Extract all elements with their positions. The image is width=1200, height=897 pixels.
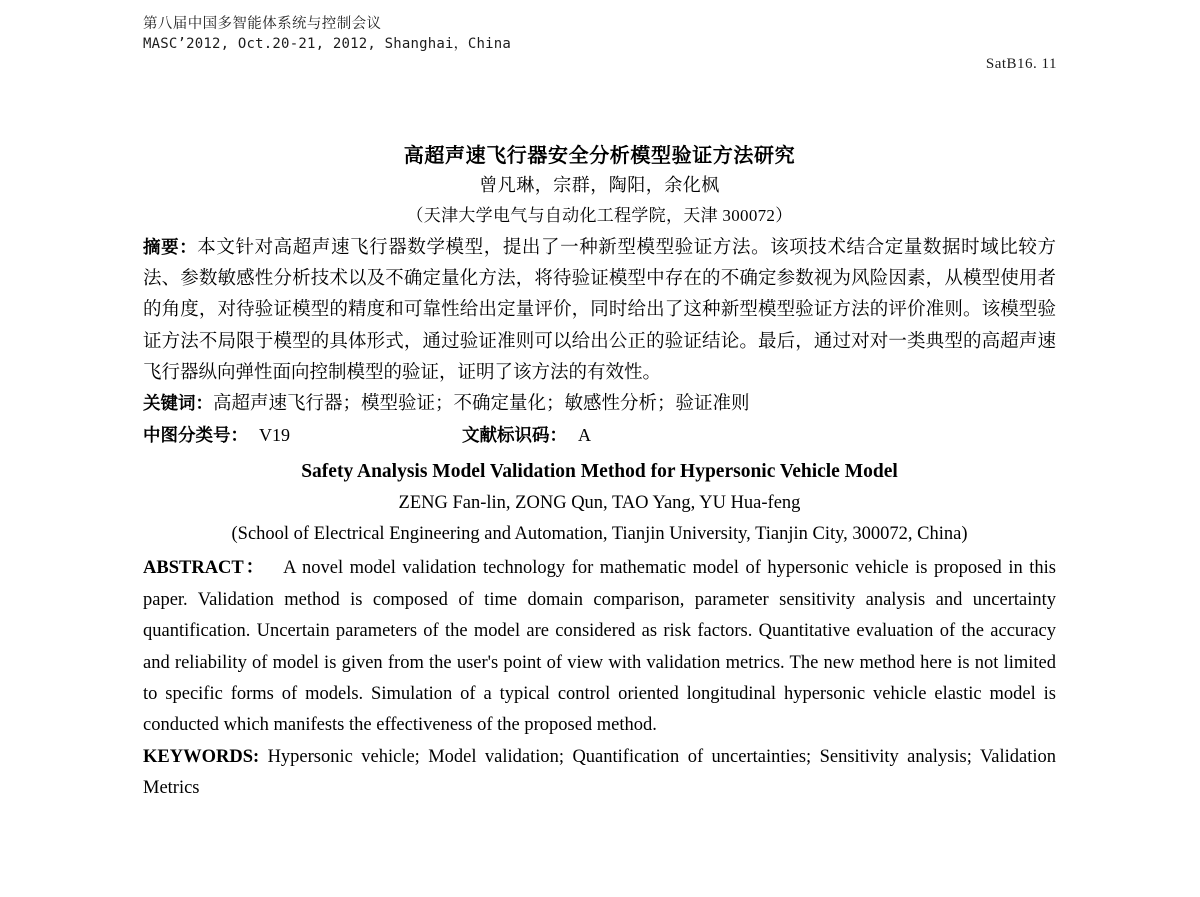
authors-english: ZENG Fan-lin, ZONG Qun, TAO Yang, YU Hua-feng	[398, 493, 801, 514]
document-code-value: A	[578, 425, 591, 446]
conference-name-english: MASC’2012, Oct.20-21, 2012, Shanghai，China	[143, 36, 511, 52]
document-code-label: 文献标识码：	[462, 426, 567, 447]
keywords-text-english: Hypersonic vehicle; Model validation; Quantification of uncertainties; Sensitivity analysis; Validation Metrics	[143, 746, 1056, 799]
abstract-chinese	[143, 233, 1056, 389]
abstract-text-chinese: 本文针对高超声速飞行器数学模型，提出了一种新型模型验证方法。该项技术结合定量数据时域比较方法、参数敏感性分析技术以及不确定量化方法，将待验证模型中存在的不确定参数视为风险因素，从模型使用者的角度，对待验证模型的精度和可靠性给出定量评价，同时给出了这种新型模型验证方法的评价准则。该模型验证方法不局限于模型的具体形式，通过验证准则可以给出公正的验证结论。最后，通过对对一类典型的高超声速飞行器纵向弹性面向控制模型的验证，证明了该方法的有效性。	[143, 238, 1056, 383]
clc-value: V19	[259, 425, 290, 446]
keywords-label-english: KEYWORDS:	[143, 746, 260, 767]
abstract-text-english: A novel model validation technology for mathematic model of hypersonic vehicle is proposed in this paper. Validation method is composed of time domain comparison, parameter sensitivity analysis and uncertainty quantification. Uncertain parameters of the model are considered as risk factors. Quantitative evaluation of the accuracy and reliability of model is given from the user's point of view with validation metrics. The new method here is not limited to specific forms of models. Simulation of a typical control oriented longitudinal hypersonic vehicle elastic model is conducted which manifests the effectiveness of the proposed method.	[143, 558, 1056, 736]
paper-body	[143, 132, 1056, 805]
authors-chinese: 曾凡琳，宗群，陶阳，余化枫	[479, 175, 720, 195]
title-english: Safety Analysis Model Validation Method for Hypersonic Vehicle Model	[301, 461, 898, 483]
keywords-chinese	[143, 389, 1056, 420]
conference-name-chinese: 第八届中国多智能体系统与控制会议	[143, 16, 382, 32]
clc-label: 中图分类号：	[143, 426, 248, 447]
session-code: SatB16. 11	[985, 56, 1057, 72]
running-header	[143, 14, 763, 55]
title-chinese: 高超声速飞行器安全分析模型验证方法研究	[403, 143, 796, 167]
abstract-label-english: ABSTRACT：	[143, 558, 267, 579]
classification-row	[143, 420, 1056, 452]
keywords-label-chinese: 关键词：	[143, 394, 213, 415]
abstract-english	[143, 553, 1056, 741]
abstract-label-chinese: 摘要：	[143, 238, 198, 258]
keywords-english	[143, 742, 1056, 805]
affiliation-chinese: （天津大学电气与自动化工程学院，天津 300072）	[406, 206, 793, 225]
keywords-text-chinese: 高超声速飞行器；模型验证；不确定量化；敏感性分析；验证准则	[213, 394, 750, 415]
affiliation-english: (School of Electrical Engineering and Automation, Tianjin University, Tianjin City, 300072, China)	[231, 524, 968, 545]
